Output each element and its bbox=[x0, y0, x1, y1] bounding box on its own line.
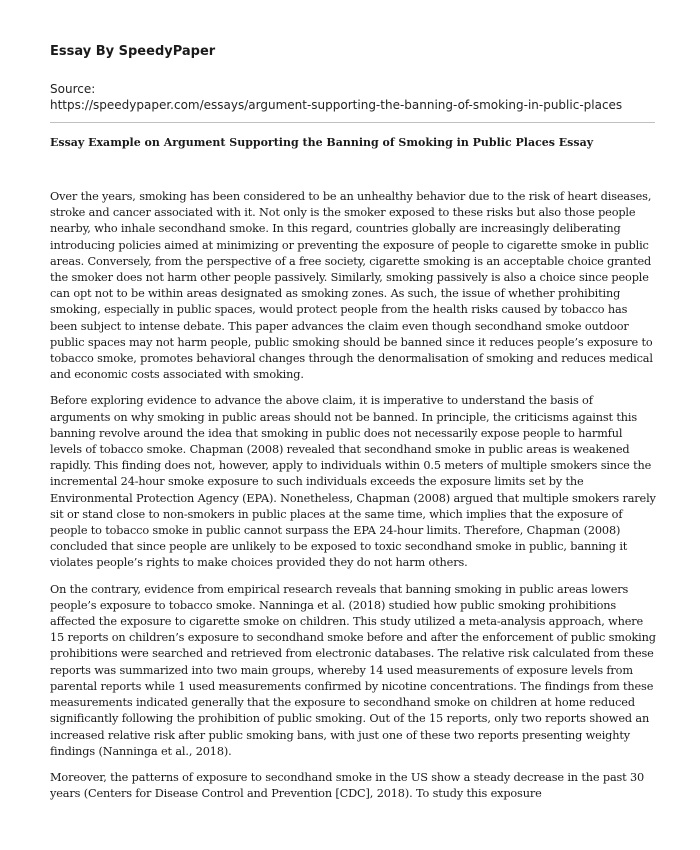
source-url[interactable]: https://speedypaper.com/essays/argument-supporting-the-banning-of-smoking-in-public-places bbox=[50, 98, 623, 112]
document-header-title: Essay By SpeedyPaper bbox=[50, 44, 216, 59]
document-page bbox=[50, 44, 656, 801]
header-divider bbox=[50, 122, 655, 123]
essay-paragraph: Before exploring evidence to advance the above claim, it is imperative to understand the basis of arguments on why smoking in public areas should not be banned. In principle, the criticisms against this banning revolve around the idea that smoking in public does not necessarily expose people to harmful levels of tobacco smoke. Chapman (2008) revealed that secondhand smoke in public areas is weakened rapidly. This finding does not, however, apply to individuals within 0.5 meters of multiple smokers since the incremental 24-hour smoke exposure to such individuals exceeds the exposure limits set by the Environmental Protection Agency (EPA). Nonetheless, Chapman (2008) argued that multiple smokers rarely sit or stand close to non-smokers in public places at the same time, which implies that the exposure of people to tobacco smoke in public cannot surpass the EPA 24-hour limits. Therefore, Chapman (2008) concluded that since people are unlikely to be exposed to toxic secondhand smoke in public, banning it violates people’s rights to make choices provided they do not harm others. bbox=[50, 394, 656, 570]
source-label: Source: bbox=[50, 82, 96, 96]
essay-title: Essay Example on Argument Supporting the Banning of Smoking in Public Places Essay bbox=[50, 136, 594, 149]
essay-paragraph: Moreover, the patterns of exposure to secondhand smoke in the US show a steady decrease in the past 30 years (Centers for Disease Control and Prevention [CDC], 2018). To study this exposure bbox=[50, 770, 645, 801]
essay-paragraph: Over the years, smoking has been considered to be an unhealthy behavior due to the risk of heart diseases, stroke and cancer associated with it. Not only is the smoker exposed to these risks but also those people nearby, who inhale secondhand smoke. In this regard, countries globally are increasingly deliberating introducing policies aimed at minimizing or preventing the exposure of people to cigarette smoke in public areas. Conversely, from the perspective of a free society, cigarette smoking is an acceptable choice granted the smoker does not harm other people passively. Similarly, smoking passively is also a choice since people can opt not to be within areas designated as smoking zones. As such, the issue of whether prohibiting smoking, especially in public spaces, would protect people from the health risks caused by tobacco has been subject to intense debate. This paper advances the claim even though secondhand smoke outdoor public spaces may not harm people, public smoking should be banned since it reduces people’s exposure to tobacco smoke, promotes behavioral changes through the denormalisation of smoking and reduces medical and economic costs associated with smoking. bbox=[50, 190, 653, 382]
essay-paragraph: On the contrary, evidence from empirical research reveals that banning smoking in public areas lowers people’s exposure to tobacco smoke. Nanninga et al. (2018) studied how public smoking prohibitions affected the exposure to cigarette smoke on children. This study utilized a meta-analysis approach, where 15 reports on children’s exposure to secondhand smoke before and after the enforcement of public smoking prohibitions were searched and retrieved from electronic databases. The relative risk calculated from these reports was summarized into two main groups, whereby 14 used measurements of exposure levels from parental reports while 1 used measurements confirmed by nicotine concentrations. The findings from these measurements indicated generally that the exposure to secondhand smoke on children at home reduced significantly following the prohibition of public smoking. Out of the 15 reports, only two reports showed an increased relative risk after public smoking bans, with just one of these two reports presenting weighty findings (Nanninga et al., 2018). bbox=[50, 582, 656, 758]
essay-body bbox=[50, 189, 656, 812]
